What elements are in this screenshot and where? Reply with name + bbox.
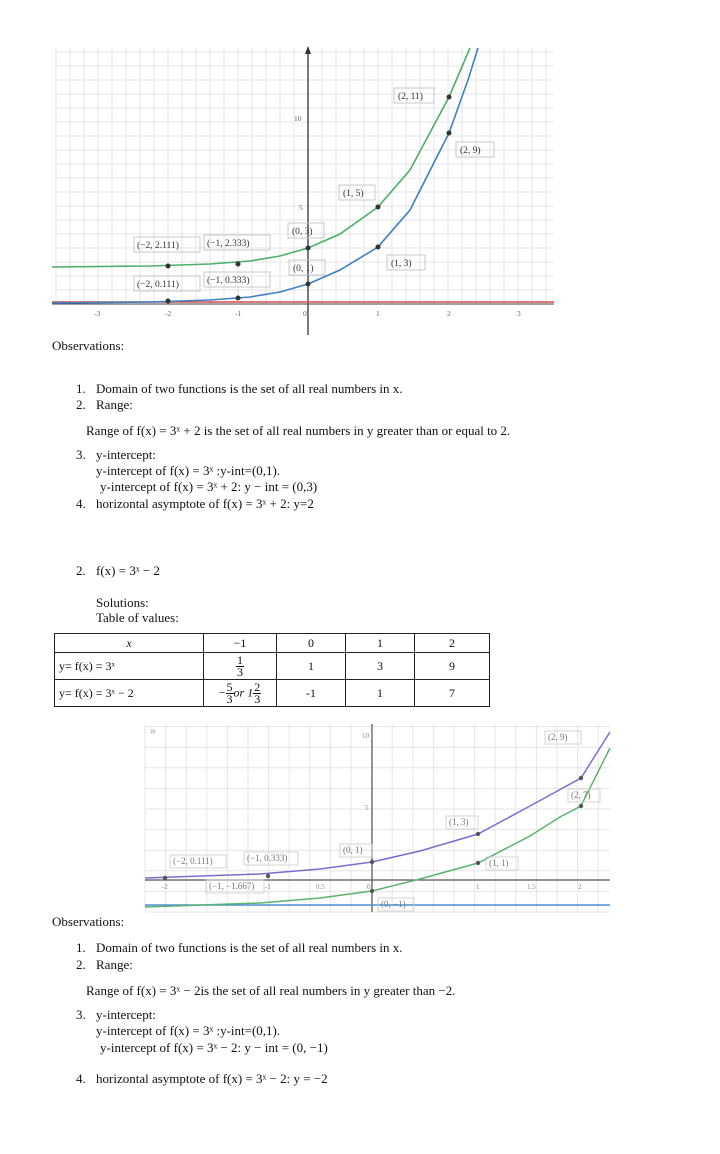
row2-cell-1: 1: [346, 680, 415, 707]
label-neg2-2111: (−2, 2.111): [137, 241, 179, 251]
row2-cell-0: -1: [277, 680, 346, 707]
row2-a-den: 3: [226, 691, 233, 706]
row2-b-den: 3: [254, 691, 261, 706]
tick-y10: 10: [362, 732, 369, 740]
obs1-item1-text: Domain of two functions is the set of all real numbers in x.: [96, 381, 403, 396]
table-row-header: [55, 634, 490, 653]
obs2-item1-text: Domain of two functions is the set of all real numbers in x.: [96, 940, 403, 955]
tick-xm2: -2: [165, 309, 172, 318]
tick-y5: 5: [365, 804, 369, 812]
row2-a-num: 5: [226, 679, 233, 694]
table-col-2: 2: [415, 634, 490, 653]
obs2-item4-text: horizontal asymptote of f(x) = 3ˣ − 2: y = −2: [96, 1071, 328, 1086]
row1-label: y= f(x) = 3ˣ: [55, 653, 204, 680]
table-col-1: 1: [346, 634, 415, 653]
graph-2: [0, 718, 720, 914]
obs2-item2-text: Range:: [96, 957, 133, 972]
table-row: [55, 653, 490, 680]
tick-x3: 3: [517, 309, 521, 318]
row1-frac-num: 1: [237, 652, 243, 667]
obs1-yint-b: y-intercept of f(x) = 3ˣ + 2: y − int = (0,3): [100, 479, 318, 494]
label-2-9: (2, 9): [460, 146, 481, 156]
row2-cell-neg1: − $\frac{5}{3}$ or 1 $\frac{2}{3}$: [204, 680, 277, 707]
graph-1: [0, 0, 720, 340]
label-neg1-neg1667: (−1, −1.667): [209, 881, 255, 891]
tick-y5: 5: [299, 203, 303, 212]
label-1-1: (1, 1): [489, 858, 509, 868]
label-neg1-0333: (−1, 0.333): [247, 853, 288, 863]
table-header-x: x: [55, 634, 204, 653]
problem2-solutions: Solutions:: [96, 595, 149, 610]
tick-x05: 0.5: [316, 883, 325, 891]
obs1-item2-text: Range:: [96, 397, 133, 412]
obs2-item3-number: 3.: [76, 1007, 86, 1022]
label-0-1: (0, 1): [293, 264, 314, 274]
obs1-yint-a: y-intercept of f(x) = 3ˣ :y-int=(0,1).: [96, 463, 281, 478]
label-neg1-0333: (−1, 0.333): [207, 276, 250, 286]
label-0-1: (0, 1): [343, 845, 363, 855]
row2-label: y= f(x) = 3ˣ − 2: [55, 680, 204, 707]
row1-frac-den: 3: [237, 664, 243, 679]
obs1-item3-text: y-intercept:: [96, 447, 156, 462]
tick-x2: 2: [447, 309, 451, 318]
label-neg1-2333: (−1, 2.333): [207, 239, 250, 249]
graph-1-y-arrow: [305, 46, 311, 54]
tick-xm1: -1: [265, 883, 271, 891]
tick-xm2: -2: [162, 883, 168, 891]
obs1-item2-number: 2.: [76, 397, 86, 412]
row2-or: or 1: [233, 684, 254, 699]
obs2-item3-text: y-intercept:: [96, 1007, 156, 1022]
problem2-number: 2.: [76, 563, 86, 578]
obs1-item1-number: 1.: [76, 381, 86, 396]
obs2-item4-number: 4.: [76, 1071, 86, 1086]
tick-x15: 1.5: [527, 883, 536, 891]
obs2-item2-number: 2.: [76, 957, 86, 972]
table-col-0: 0: [277, 634, 346, 653]
tick-xm1: -1: [235, 309, 242, 318]
label-2-9: (2, 9): [548, 732, 568, 742]
table-row: [55, 680, 490, 707]
tick-x0: 0: [303, 309, 307, 318]
observations-1-heading: Observations:: [52, 338, 125, 353]
graph-1-curve-3x: [52, 48, 478, 303]
label-1-3: (1, 3): [391, 259, 412, 269]
graph-1-label-boxes: [134, 88, 494, 291]
label-1-5: (1, 5): [343, 189, 364, 199]
tick-x2: 2: [578, 883, 582, 891]
observations-2-heading: Observations:: [52, 914, 125, 929]
obs2-yint-a: y-intercept of f(x) = 3ˣ :y-int=(0,1).: [96, 1023, 281, 1038]
obs1-item4-number: 4.: [76, 496, 86, 511]
label-1-3: (1, 3): [449, 817, 469, 827]
label-neg2-0111: (−2, 0.111): [173, 856, 213, 866]
row2-b-num: 2: [254, 679, 261, 694]
tick-x0: 0: [367, 883, 371, 891]
label-2-11: (2, 11): [398, 92, 423, 102]
row1-cell-1: 3: [346, 653, 415, 680]
problem2-function: f(x) = 3ˣ − 2: [96, 563, 160, 578]
label-2-7: (2, 7): [571, 790, 591, 800]
row1-cell-2: 9: [415, 653, 490, 680]
tick-y10: 10: [294, 114, 302, 123]
obs2-yint-b: y-intercept of f(x) = 3ˣ − 2: y − int = (0, −1): [100, 1040, 328, 1055]
row1-cell-0: 1: [277, 653, 346, 680]
table-of-values: [54, 633, 490, 707]
label-0-neg1: (0, −1): [381, 899, 406, 909]
table-col-neg1: −1: [204, 634, 277, 653]
obs1-item4-text: horizontal asymptote of f(x) = 3ˣ + 2: y=2: [96, 496, 314, 511]
obs1-range-text: Range of f(x) = 3ˣ + 2 is the set of all real numbers in y greater than or equal to 2.: [86, 423, 511, 438]
obs2-item1-number: 1.: [76, 940, 86, 955]
label-0-3: (0, 3): [292, 227, 313, 237]
row1-cell-neg1: [204, 653, 277, 680]
tick-x1: 1: [476, 883, 480, 891]
obs1-item3-number: 3.: [76, 447, 86, 462]
obs2-range-text: Range of f(x) = 3ˣ − 2is the set of all real numbers in y greater than −2.: [86, 983, 456, 998]
graph-2-curve-3x: [145, 732, 610, 878]
tick-xm3: -3: [94, 309, 101, 318]
label-neg2-0111: (−2, 0.111): [137, 280, 179, 290]
tick-x1: 1: [376, 309, 380, 318]
problem2-table-title: Table of values:: [96, 610, 179, 625]
row2-cell-2: 7: [415, 680, 490, 707]
collapse-chevron-icon[interactable]: »: [150, 723, 156, 737]
